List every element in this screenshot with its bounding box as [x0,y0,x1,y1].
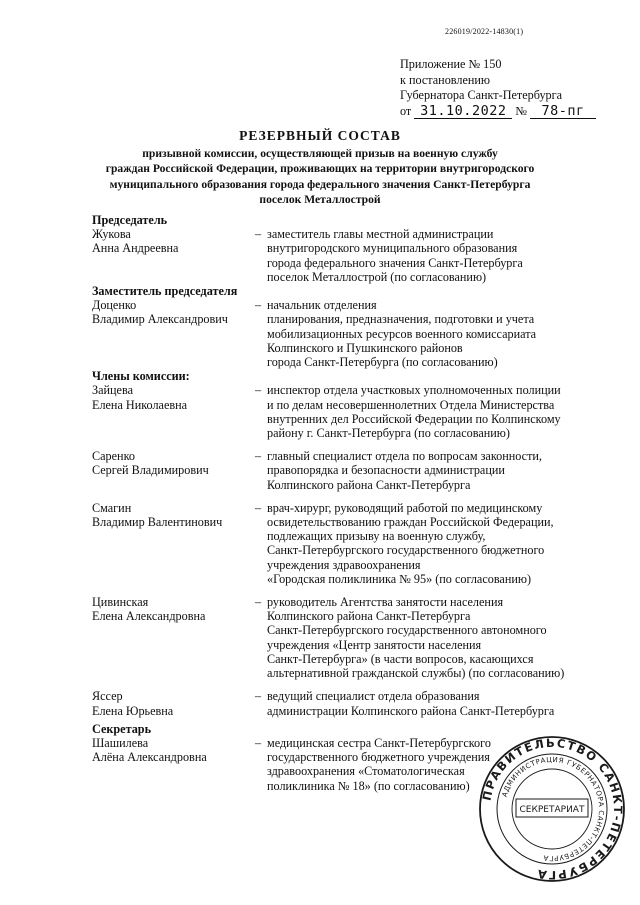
member-position [264,501,592,586]
secretary-surname: Шашилева [92,735,149,750]
entry-dash: – [254,449,262,464]
title-line-1: призывной комиссии, осуществляющей призыв на военную службу [142,147,498,160]
stamp-graphic [478,735,626,883]
desc-line: альтернативной гражданской службы) (по согласованию) [267,666,565,681]
entry-dash: – [254,500,262,515]
member-position [264,449,592,492]
desc-line: Санкт-Петербурга» (в части вопросов, касающихся [267,651,534,666]
chair-given-names: Анна Андреевна [92,241,179,256]
chair-heading: Председатель [92,213,168,227]
from-label: от [400,103,412,118]
desc-line: здравоохранения «Стоматологическая [267,764,465,779]
member-person [92,383,252,440]
entry-dash: – [254,595,262,610]
desc-line: учреждения здравоохранения [267,557,421,572]
desc-line: главный специалист отдела по вопросам законности, [267,449,542,464]
deputy-given-names: Владимир Александрович [92,312,228,327]
member-surname: Яссер [92,689,123,704]
desc-line: администрации Колпинского района Санкт-Петербурга [267,703,555,718]
member-person [92,449,252,492]
member-given-names: Елена Николаевна [92,397,188,412]
stamp-outer-text: ПРАВИТЕЛЬСТВО САНКТ-ПЕТЕРБУРГА [479,735,626,883]
member-surname: Смагин [92,500,132,515]
desc-line: медицинская сестра Санкт-Петербургского [267,735,491,750]
desc-line: подлежащих призыву на военную службу, [267,529,486,544]
desc-line: города Санкт-Петербурга (по согласованию) [267,355,498,370]
desc-line: руководитель Агентства занятости населения [267,595,504,610]
member-entry [92,501,592,586]
member-entry [92,689,592,717]
desc-line: заместитель главы местной администрации [267,227,494,242]
desc-line: освидетельствованию граждан Российской Федерации, [267,515,554,530]
desc-line: учреждения «Центр занятости населения [267,637,482,652]
appendix-header [400,57,596,119]
title-line-4: поселок Металлострой [259,193,381,207]
appendix-line-3: Губернатора Санкт-Петербурга [400,88,563,102]
chair-entry [92,227,592,284]
member-person [92,501,252,586]
secretary-given-names: Алёна Александровна [92,750,207,765]
title-line-2: граждан Российской Федерации, проживающих на территории внутригородского [105,162,535,176]
member-person [92,689,252,717]
entry-dash: – [254,227,262,242]
chair-person [92,227,252,284]
chair-surname: Жукова [92,227,131,242]
spacer [92,586,592,595]
spacer [92,492,592,501]
desc-line: правопорядка и безопасности администрации [267,463,505,478]
appendix-date: 31.10.2022 [414,105,512,119]
entry-dash: – [254,298,262,313]
deputy-surname: Доценко [92,298,137,313]
member-person [92,595,252,680]
deputy-person [92,298,252,369]
member-surname: Зайцева [92,383,133,398]
member-given-names: Елена Александровна [92,609,206,624]
desc-line: государственного бюджетного учреждения [267,750,490,765]
member-given-names: Елена Юрьевна [92,703,174,718]
member-surname: Цивинская [92,595,149,610]
desc-line: району г. Санкт-Петербурга (по согласованию) [267,426,510,441]
desc-line: города федерального значения Санкт-Петербурга [267,255,523,270]
desc-line: Санкт-Петербургского государственного автономного [267,623,547,638]
document-number: 226019/2022-14830(1) [445,27,524,36]
secretary-person [92,736,252,793]
desc-line: Колпинского района Санкт-Петербурга [267,477,471,492]
secretary-heading: Секретарь [92,721,152,736]
number-label: № [515,103,527,118]
desc-line: Санкт-Петербургского государственного бюджетного [267,543,545,558]
desc-line: и по делам несовершеннолетних Отдела Министерства [267,397,555,412]
desc-line: Колпинского и Пушкинского районов [267,340,463,355]
member-surname: Саренко [92,449,135,464]
spacer [92,680,592,689]
entry-dash: – [254,689,262,704]
title-line-3: муниципального образования города федерального значения Санкт-Петербурга [109,177,531,191]
member-given-names: Сергей Владимирович [92,463,209,478]
desc-line: планирования, предназначения, подготовки и учета [267,312,535,327]
desc-line: поселок Металлострой (по согласованию) [267,269,487,284]
stamp-inner-text: АДМИНИСТРАЦИЯ ГУБЕРНАТОРА САНКТ-ПЕТЕРБУРГА [500,755,606,863]
title-main: РЕЗЕРВНЫЙ СОСТАВ [239,128,401,143]
desc-line: «Городская поликлиника № 95» (по согласованию) [267,571,532,586]
desc-line: внутренних дел Российской Федерации по Колпинскому [267,411,561,426]
member-entry [92,383,592,440]
member-position [264,595,592,680]
desc-line: поликлиника № 18» (по согласованию) [267,778,470,793]
appendix-line-1: Приложение № 150 [400,57,502,71]
appendix-date-line [400,104,596,120]
member-position [264,383,592,440]
desc-line: инспектор отдела участковых уполномоченных полиции [267,383,561,398]
desc-line: мобилизационных ресурсов военного комиссариата [267,326,537,341]
commission-list [92,213,592,793]
secretariat-stamp [478,735,626,883]
member-given-names: Владимир Валентинович [92,515,223,530]
stamp-center-text: СЕКРЕТАРИАТ [519,805,585,815]
desc-line: ведущий специалист отдела образования [267,689,480,704]
desc-line: врач-хирург, руководящий работой по медицинскому [267,500,543,515]
deputy-heading: Заместитель председателя [92,284,238,299]
spacer [92,440,592,449]
deputy-entry [92,298,592,369]
deputy-position [264,298,592,369]
desc-line: внутригородского муниципального образования [267,241,518,256]
members-heading: Члены комиссии: [92,369,190,384]
member-position [264,689,592,717]
member-entry [92,449,592,492]
appendix-line-2: к постановлению [400,72,491,87]
chair-position [264,227,592,284]
desc-line: начальник отделения [267,298,377,313]
member-entry [92,595,592,680]
entry-dash: – [254,735,262,750]
appendix-number: 78-пг [530,105,596,119]
document-title [0,128,640,208]
entry-dash: – [254,383,262,398]
desc-line: Колпинского района Санкт-Петербурга [267,609,471,624]
